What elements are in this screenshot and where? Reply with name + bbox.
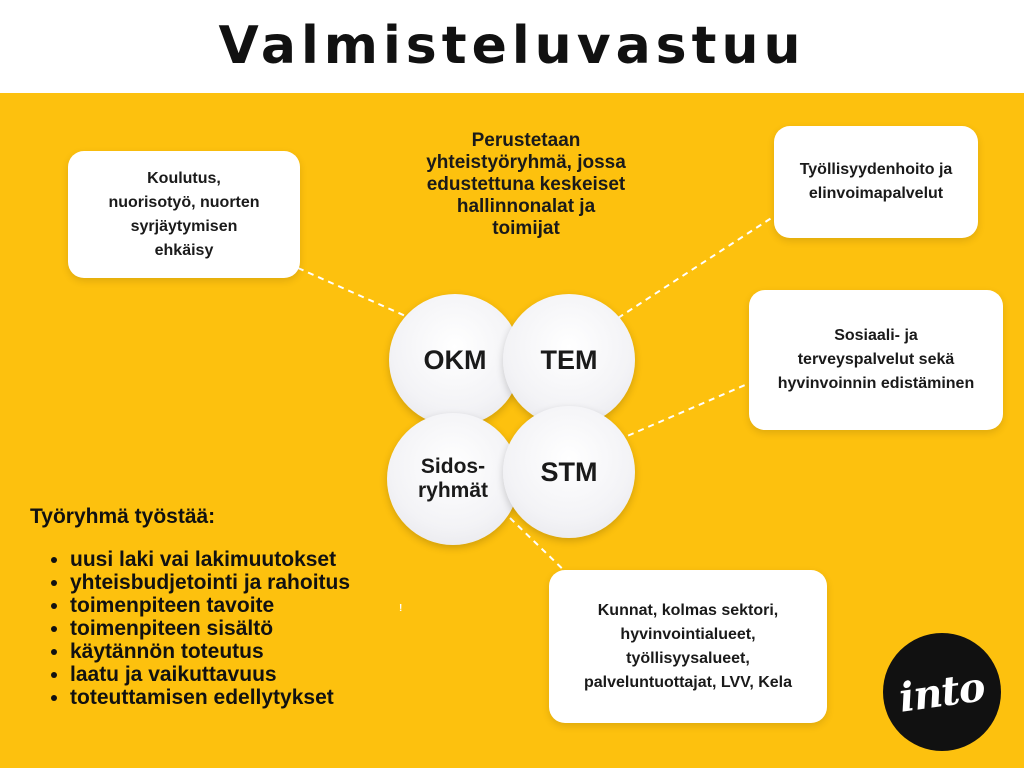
box-sosiaali-text: Sosiaali- ja terveyspalvelut sekä hyvinvoinnin edistäminen: [777, 327, 975, 392]
connector-koulutus-okm: [298, 268, 410, 318]
work-list-title: Työryhmä työstää:: [30, 505, 216, 528]
box-kunnat: [549, 570, 827, 723]
work-list: [44, 548, 350, 709]
circle-okm-label: OKM: [423, 344, 487, 375]
box-sosiaali: [749, 290, 1003, 430]
work-item: • toimenpiteen sisältö: [70, 617, 350, 640]
work-item: • käytännön toteutus: [70, 640, 350, 663]
work-item: • yhteisbudjetointi ja rahoitus: [70, 571, 350, 594]
page-title: Valmisteluvastuu: [218, 16, 806, 76]
box-koulutus-text: Koulutus, nuorisotyö, nuorten syrjäytymisen ehkäisy: [108, 169, 260, 259]
work-item: • uusi laki vai lakimuutokset: [70, 548, 350, 571]
work-item: • toimenpiteen tavoite: [70, 594, 350, 617]
box-tyollisyys-text: Työllisyydenhoito ja elinvoimapalvelut: [799, 161, 953, 202]
box-kunnat-text: Kunnat, kolmas sektori, hyvinvointialueet, työllisyysalueet, palveluntuottajat, LVV, Kela: [583, 601, 793, 691]
box-tyollisyys: [774, 126, 978, 238]
into-logo-text: into: [896, 662, 988, 722]
small-mark: !: [399, 603, 403, 614]
work-item: • laatu ja vaikuttavuus: [70, 663, 350, 686]
circle-okm: [389, 294, 521, 426]
circle-tem-label: TEM: [540, 344, 598, 375]
collaboration-note: Perustetaan yhteistyöryhmä, jossa edustettuna keskeiset hallinnonalat ja toimijat: [426, 130, 626, 239]
circle-stm-label: STM: [540, 456, 598, 487]
connector-stm-sosiaali: [618, 382, 752, 440]
box-koulutus: [68, 151, 300, 278]
circle-sidosryhmat: [387, 413, 519, 545]
circle-stm: [503, 406, 635, 538]
work-item: • toteuttamisen edellytykset: [70, 686, 350, 709]
circle-sidosryhmat-label: Sidos- ryhmät: [417, 455, 489, 502]
into-logo: [883, 633, 1001, 751]
